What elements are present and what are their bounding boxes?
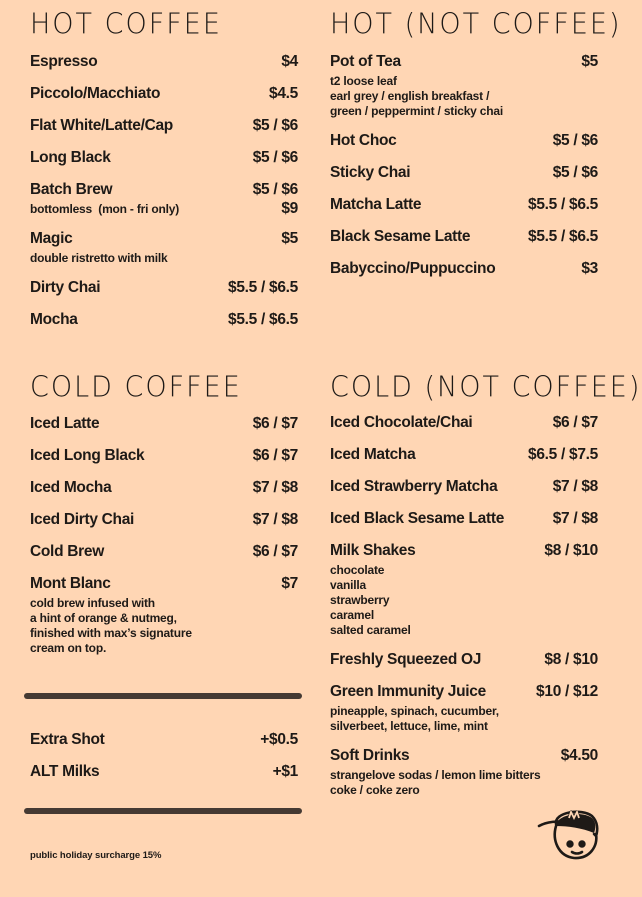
item-price: $7 / $8 [552, 510, 598, 527]
menu-item-long-black [30, 147, 298, 168]
item-name: Espresso [30, 53, 98, 70]
item-price: $4 [281, 53, 298, 70]
item-name: Dirty Chai [30, 279, 101, 296]
menu-item-batch-brew [30, 179, 298, 217]
item-description: chocolate vanilla strawberry caramel salted caramel [330, 563, 411, 637]
cartoon-face-with-cap-icon [536, 806, 600, 862]
item-price: $6 / $7 [252, 543, 298, 560]
item-price: $8 / $10 [544, 651, 598, 668]
item-sub-price: $9 [281, 200, 298, 217]
item-row [30, 573, 298, 594]
item-price: $5 / $6 [252, 117, 298, 134]
menu-item-iced-latte [30, 413, 298, 434]
item-price: $6.5 / $7.5 [528, 446, 598, 463]
hot-coffee-title: HOT COFFEE [30, 8, 222, 41]
item-price: +$1 [272, 763, 298, 780]
menu-item-babyccino-puppuccino [330, 258, 598, 279]
item-name: Babyccino/Puppuccino [330, 260, 496, 277]
item-price: $5 [281, 230, 298, 247]
item-row [330, 444, 598, 465]
item-row [30, 413, 298, 434]
menu-item-mocha [30, 309, 298, 330]
item-row [330, 540, 598, 561]
item-price: $10 / $12 [536, 683, 598, 700]
menu-item-mont-blanc [30, 573, 298, 656]
menu-item-piccolo-macchiato [30, 83, 298, 104]
item-row [330, 162, 598, 183]
item-row [330, 51, 598, 72]
item-name: Hot Choc [330, 132, 397, 149]
item-row [30, 761, 298, 782]
item-name: Iced Dirty Chai [30, 511, 135, 528]
menu-item-extra-shot [30, 729, 298, 750]
hot-not-coffee-list [330, 51, 598, 290]
item-price: $5 / $6 [252, 181, 298, 198]
item-row [330, 226, 598, 247]
item-price: $5.5 / $6.5 [528, 196, 598, 213]
item-name: Iced Matcha [330, 446, 416, 463]
menu-item-sticky-chai [330, 162, 598, 183]
cold-coffee-list [30, 413, 298, 667]
item-row [30, 445, 298, 466]
item-price: $5.5 / $6.5 [528, 228, 598, 245]
item-name: Iced Latte [30, 415, 100, 432]
menu-item-iced-matcha [330, 444, 598, 465]
item-row [330, 258, 598, 279]
item-price: $6 / $7 [252, 415, 298, 432]
item-row [330, 649, 598, 670]
item-row [30, 115, 298, 136]
item-row [30, 309, 298, 330]
menu-item-iced-dirty-chai [30, 509, 298, 530]
item-row [330, 412, 598, 433]
cold-not-coffee-list [330, 412, 598, 809]
item-price: $5 / $6 [552, 164, 598, 181]
item-price: $5 / $6 [552, 132, 598, 149]
item-price: +$0.5 [260, 731, 298, 748]
item-price: $6 / $7 [552, 414, 598, 431]
item-name: Freshly Squeezed OJ [330, 651, 482, 668]
divider-top [24, 693, 302, 699]
menu-item-hot-choc [330, 130, 598, 151]
extras-list [30, 729, 298, 793]
item-name: Iced Strawberry Matcha [330, 478, 498, 495]
item-price: $6 / $7 [252, 447, 298, 464]
menu-item-milk-shakes [330, 540, 598, 638]
menu-item-green-immunity-juice [330, 681, 598, 734]
item-name: Iced Chocolate/Chai [330, 414, 473, 431]
menu-item-dirty-chai [30, 277, 298, 298]
menu-item-soft-drinks [330, 745, 598, 798]
item-price: $7 / $8 [552, 478, 598, 495]
menu-item-freshly-squeezed-oj [330, 649, 598, 670]
menu-item-magic [30, 228, 298, 266]
item-description: t2 loose leaf earl grey / english breakfast / green / peppermint / sticky chai [330, 74, 503, 118]
item-name: Soft Drinks [330, 747, 410, 764]
item-price: $5.5 / $6.5 [228, 311, 298, 328]
menu-item-iced-long-black [30, 445, 298, 466]
item-price: $7 / $8 [252, 479, 298, 496]
menu-item-black-sesame-latte [330, 226, 598, 247]
hot-coffee-list [30, 51, 298, 341]
item-description: pineapple, spinach, cucumber, silverbeet, lettuce, lime, mint [330, 704, 499, 733]
item-name: Iced Mocha [30, 479, 112, 496]
surcharge-note: public holiday surcharge 15% [30, 850, 162, 861]
hot-not-coffee-title: HOT (NOT COFFEE) [330, 8, 622, 41]
menu-item-iced-black-sesame-latte [330, 508, 598, 529]
item-name: Mont Blanc [30, 575, 111, 592]
item-row [30, 509, 298, 530]
item-row [330, 508, 598, 529]
item-name: Flat White/Latte/Cap [30, 117, 173, 134]
item-sub-name: bottomless (mon - fri only) [30, 202, 180, 216]
item-row [330, 194, 598, 215]
item-name: Batch Brew [30, 181, 113, 198]
item-name: Long Black [30, 149, 111, 166]
item-name: Magic [30, 230, 73, 247]
item-description: double ristretto with milk [30, 251, 168, 265]
divider-bottom [24, 808, 302, 814]
item-sub-row [30, 201, 298, 217]
item-description: strangelove sodas / lemon lime bitters coke / coke zero [330, 768, 541, 797]
menu-item-pot-of-tea [330, 51, 598, 119]
item-row [30, 147, 298, 168]
item-row [330, 745, 598, 766]
item-price: $5 [581, 53, 598, 70]
item-row [30, 228, 298, 249]
menu-item-iced-mocha [30, 477, 298, 498]
item-name: Matcha Latte [330, 196, 422, 213]
item-name: Mocha [30, 311, 78, 328]
menu-item-cold-brew [30, 541, 298, 562]
menu-item-matcha-latte [330, 194, 598, 215]
item-name: Extra Shot [30, 731, 105, 748]
item-row [330, 476, 598, 497]
item-name: Pot of Tea [330, 53, 401, 70]
item-name: Cold Brew [30, 543, 104, 560]
item-row [30, 179, 298, 200]
item-row [330, 681, 598, 702]
menu-item-iced-strawberry-matcha [330, 476, 598, 497]
item-row [330, 130, 598, 151]
menu-item-flat-white-latte-cap [30, 115, 298, 136]
item-description: cold brew infused with a hint of orange & nutmeg, finished with max’s signature cream on top. [30, 596, 192, 655]
item-name: Milk Shakes [330, 542, 416, 559]
item-price: $7 [281, 575, 298, 592]
item-name: Piccolo/Macchiato [30, 85, 161, 102]
item-name: Iced Black Sesame Latte [330, 510, 505, 527]
item-row [30, 729, 298, 750]
item-price: $3 [581, 260, 598, 277]
item-price: $5.5 / $6.5 [228, 279, 298, 296]
item-price: $8 / $10 [544, 542, 598, 559]
item-name: Black Sesame Latte [330, 228, 471, 245]
item-name: Sticky Chai [330, 164, 411, 181]
item-price: $5 / $6 [252, 149, 298, 166]
cold-coffee-title: COLD COFFEE [30, 371, 242, 404]
item-row [30, 51, 298, 72]
item-row [30, 477, 298, 498]
item-name: Green Immunity Juice [330, 683, 486, 700]
menu-item-alt-milks [30, 761, 298, 782]
item-row [30, 277, 298, 298]
item-row [30, 83, 298, 104]
item-name: Iced Long Black [30, 447, 145, 464]
item-price: $4.50 [560, 747, 598, 764]
item-price: $4.5 [269, 85, 298, 102]
menu-item-espresso [30, 51, 298, 72]
cold-not-coffee-title: COLD (NOT COFFEE) [330, 371, 642, 404]
item-price: $7 / $8 [252, 511, 298, 528]
item-name: ALT Milks [30, 763, 100, 780]
menu-item-iced-chocolate-chai [330, 412, 598, 433]
item-row [30, 541, 298, 562]
